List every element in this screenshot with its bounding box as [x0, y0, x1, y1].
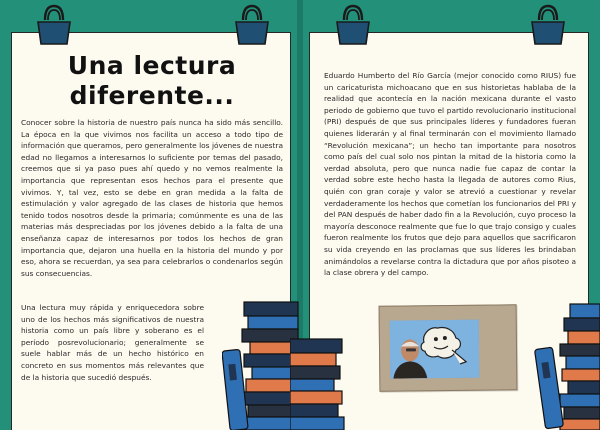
binder-clip-icon: [528, 4, 568, 48]
binder-clip-icon: [232, 4, 272, 48]
page-title: [20, 51, 284, 111]
book-stack-icon: [222, 298, 300, 430]
rius-photo: [390, 320, 480, 379]
intro-paragraph: Conocer sobre la historia de nuestro país nunca ha sido más sencillo. La época en la que vivimos nos facilita un acceso a todo tipo de información que queramos, pero generalmente los jóvenes de nuestra edad no llegamos a interesarnos lo suficiente por temas del pasado, creemos que si ya paso pues ahí quedo y no vemos realmente la importancia que representan esos hechos para el presente que vivimos. Y, tal vez, esto se debe en gran medida a la falta de estimulación y valor agregado de las clases de historia que hemos tenido todos nosotros desde la primaria; comúnmente es una de las materias más despreciadas por los jóvenes debido a la falta de una enseñanza capaz de interesarnos por todos los hechos de gran importancia que, dejaron una huella en la historia del mundo y por eso, ahora se recuerdan, ya sea para celebrarlos o condenarlos según sus consecuencias.: [21, 118, 283, 278]
second-paragraph: Una lectura muy rápida y enriquecedora sobre uno de los hechos más significativos de nuestra historia como un país libre y soberano es el período posrevolucionario; generalmente se suele hablar más de un hecho histórico en concreto en sus momentos más relevantes que de la historia que sucedió después.: [21, 303, 204, 382]
torn-paper-photo-frame: [379, 304, 518, 391]
title-line-2: diferente...: [69, 81, 235, 110]
rius-paragraph: Eduardo Humberto del Río García (mejor conocido como RIUS) fue un caricaturista michoacano que en sus historietas hablaba de la realidad que acontecía en la nación mexicana durante el vasto periodo de gobierno que tuvo el partido revolucionario institucional (PRI) después de que sus principales líderes y fundadores fueran quienes liderarán y al final terminarán con el movimiento llamado “Revolución mexicana”; un hecho tan importante para nosotros como país del cual solo nos pintan la mitad de la historia como la verdad absoluta, pero que nunca nadie fue capaz de contar la verdad sobre este hecho hasta la llegada de autores como Rius, quién con gran coraje y valor se atrevió a cuestionar y revelar verdaderamente los hechos que cometían los funcionarios del PRI y del PAN después de haber dado fin a la Revolución, cuyo proceso la mayoría desconoce realmente que fue lo que trajo consigo y cuales fueron realmente los frutos que dejo para aquellos que sacrificaron su vida creyendo en las proclamas que sus líderes les brindaban animándolos a revelarse contra la dictadura que por años pisoteo a la clase obrera y del campo.: [324, 71, 576, 278]
book-stack-icon: [290, 335, 350, 430]
binder-clip-icon: [34, 4, 74, 48]
title-line-1: Una lectura: [67, 51, 237, 80]
book-stack-icon: [530, 300, 600, 430]
binder-clip-icon: [333, 4, 373, 48]
